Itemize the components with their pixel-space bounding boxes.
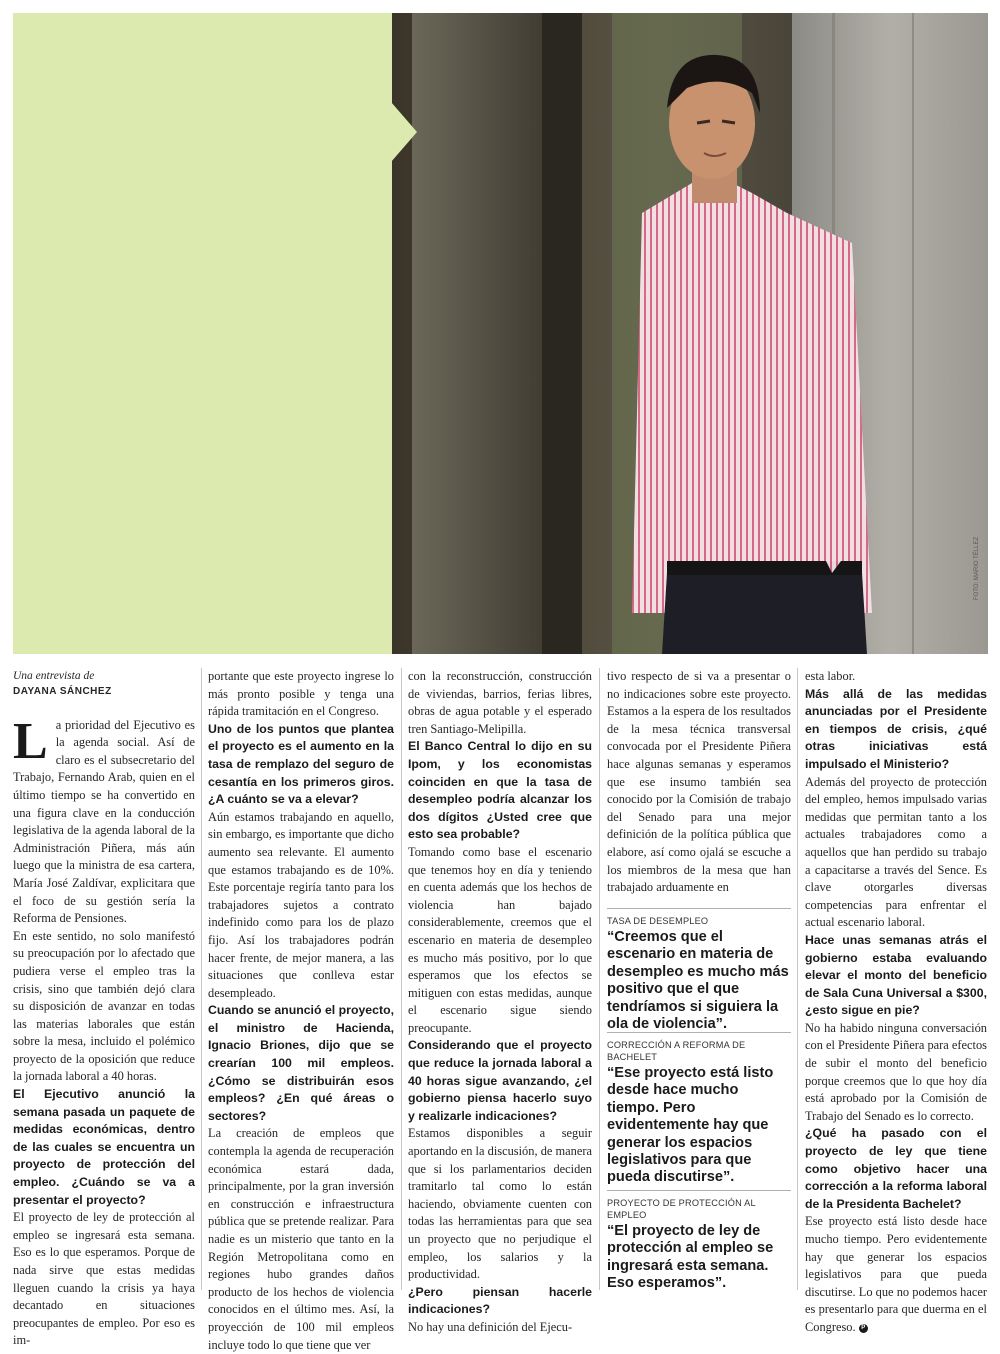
pull-quote-rule [607,1190,791,1191]
pull-quote-label: TASA DE DESEMPLEO [607,916,709,926]
interview-question: Uno de los puntos que plantea el proyecto es el aumento en la tasa de remplazo del seguro de cesantía en los primeros giros. ¿A cuánto se va a elevar? [208,721,394,807]
photo-credit: FOTO: MARIO TÉLLEZ [974,536,980,600]
byline-author: DAYANA SÁNCHEZ [13,685,112,697]
article-paragraph: La creación de empleos que contempla la agenda de recuperación económica estará dada, principalmente, por la gran inversión en construcción e infraestructura pública que se pretende realizar. Para nadie es un misterio que tanto en la Región Metropolitana como en regiones hubo grandes daños producto de los hechos de violencia conocidos en el último mes. Así, la proyección de 100 mil empleos incluye todo lo que tiene que ver [208,1126,394,1352]
article-paragraph: En este sentido, no solo manifestó su preocupación por lo afectado que pudiera verse el empleo tras la crisis, sino que también dejó clara su disposición de avanzar en todas las materias laborales que están sobre la mesa, incluido el polémico proyecto de la oposición que reduce la jornada laboral a 40 horas. [13,928,195,1084]
drop-cap: L [13,712,48,770]
portrait-illustration [392,13,988,654]
pull-quote-bachelet-reform [607,1032,791,1187]
end-of-article-icon: P [859,1324,868,1333]
article-paragraph: El proyecto de ley de protección al empleo se ingresará esta semana. Eso es lo que esperamos. Porque de nada sirve que estas medidas lleguen cuando la crisis ya haya decantado en situaciones preocupantes de empleo. Por eso es im- [13,1210,195,1348]
article-paragraph: tivo respecto de si va a presentar o no indicaciones sobre este proyecto. Estamos a la espera de los resultados de la mesa técnica transversal convocada por el Presidente Piñera hace algunas semanas y esperamos que ese insumo también sea conocido por la Comisión de trabajo del Senado para una mejor definición de la política pública que elabore, así como ojalá se escuche a los miembros de la mesa que han trabajado arduamente en [607,669,791,895]
interview-question: Considerando que el proyecto que reduce la jornada laboral a 40 horas sigue avanzando, ¿el gobierno piensa hacerlo suyo y realizarle indicaciones? [408,1038,592,1123]
byline-label: Una entrevista de [13,670,95,682]
interview-question: Hace unas semanas atrás el gobierno estaba evaluando elevar el monto del beneficio de Sala Cuna Universal a $300, ¿esto sigue en pie? [805,932,987,1018]
portrait-photo [392,13,988,654]
pull-quote-unemployment [607,908,791,1033]
column-rule [797,668,798,1290]
interview-question: ¿Pero piensan hacerle indicaciones? [408,1284,592,1317]
interview-question: Cuando se anunció el proyecto, el ministro de Hacienda, Ignacio Briones, dijo que se crearían 100 mil empleos. ¿Cómo se distribuirán esos empleos? ¿En qué áreas o sectores? [208,1003,394,1123]
panel-pointer [391,102,417,162]
article-paragraph [805,1213,987,1336]
article-paragraph: con la reconstrucción, construcción de viviendas, barrios, ferias libres, obras de agua potable y el esperado tren Santiago-Melipilla. [408,669,592,736]
pull-quote-text: “El proyecto de ley de protección al empleo se ingresará esta semana. Eso esperamos”. [607,1223,774,1292]
article-paragraph: Aún estamos trabajando en aquello, sin embargo, es importante que dicho aumento sea relevante. El aumento que estamos trabajando es de 10%. Este porcentaje regiría tanto para los trabajadores sujetos a contrato indefinido como para los de plazo fijo. Así los trabajadores podrán hacer frente, de mejor manera, a las situaciones que conlleva estar desempleado. [208,809,394,1000]
column-rule [401,668,402,1290]
pull-quote-rule [607,908,791,909]
interview-question: ¿Qué ha pasado con el proyecto de ley que tiene como objetivo hacer una corrección a la reforma laboral de la Presidenta Bachelet? [805,1126,987,1211]
interview-question: El Ejecutivo anunció la semana pasada un paquete de medidas económicas, dentro de las cuales se encuentra un proyecto de protección del empleo. ¿Cuándo se va a presentar el proyecto? [13,1087,195,1207]
pull-quote-rule [607,1032,791,1033]
pull-quote-employment-protection [607,1190,791,1293]
article-paragraph: Tomando como base el escenario que tenemos hoy en día y teniendo en cuenta además que los hechos de violencia han bajado considerablemente, creemos que el escenario en materia de desempleo es mucho más positivo, por lo que esperamos que los efectos se mitiguen con estas medidas, aunque el escenario sigue siendo preocupante. [408,844,592,1035]
pull-quote-text: “Creemos que el escenario en materia de desempleo es mucho más positivo que el que tendríamos si siguiera la ola de violencia”. [607,929,789,1033]
headline-panel [13,13,392,654]
article-paragraph: Estamos disponibles a seguir aportando en la discusión, de manera que si los parlamentarios deciden tramitarlo tal como lo están haciendo, obviamente cuenten con todas las herramientas para que sea un proyecto que no perjudique el empleo, los salarios y la productividad. [408,1126,592,1282]
article-paragraph: Además del proyecto de protección del empleo, hemos impulsado varias medidas que permitan tanto a los actuales trabajadores como a aquellos que han perdido su trabajo a capacitarse a través del Sence. Es clave otorgarles diversas competencias para enfrentar el actual escenario laboral. [805,774,987,930]
article-column-1 [13,668,195,1350]
paragraph-text: a prioridad del Ejecutivo es la agenda social. Así de claro es el subsecretario del Trabajo, Fernando Arab, quien en el último tiempo se ha convertido en una figura clave en la conducción legislativa de la agenda laboral de la Administración Piñera, más aún luego que la ministra de esa cartera, María José Zaldívar, explicitara que el foco de su gestión sería la Reforma de Pensiones. [13,717,195,926]
article-paragraph: No ha habido ninguna conversación con el Presidente Piñera para efectos de subir el monto del beneficio porque creemos que lo que hoy día está aprobado por la Comisión de Trabajo del Senado es lo correcto. [805,1020,987,1123]
pull-quote-label: CORRECCIÓN A REFORMA DE BACHELET [607,1040,746,1062]
pull-quote-text: “Ese proyecto está listo desde hace mucho tiempo. Pero evidentemente hay que generar los espacios legislativos para que pueda discutirse”. [607,1065,774,1186]
column-rule [599,668,600,1290]
interview-question: Más allá de las medidas anunciadas por el Presidente en tiempos de crisis, ¿qué otras iniciativas está impulsado el Ministerio? [805,686,987,771]
article-column-3 [408,668,592,1337]
paragraph-text: Ese proyecto está listo desde hace mucho tiempo. Pero evidentemente hay que generar los espacios legislativos para que pueda discutirse. Lo que no podemos hacer es presentarlo para que duerma en el Congreso. [805,1214,987,1334]
article-paragraph: esta labor. [805,669,856,683]
interview-question: El Banco Central lo dijo en su Ipom, y los economistas coinciden en que la tasa de desempleo podría alcanzar los dos dígitos ¿Usted cree que esto sea probable? [408,739,592,842]
article-paragraph: No hay una definición del Ejecu- [408,1319,573,1334]
pull-quote-label: PROYECTO DE PROTECCIÓN AL EMPLEO [607,1198,756,1220]
article-column-2 [208,668,394,1354]
article-paragraph [13,712,195,928]
article-column-5 [805,668,987,1337]
article-column-4 [607,668,791,897]
column-rule [201,668,202,1290]
article-paragraph: portante que este proyecto ingrese lo más pronto posible y tenga una rápida tramitación en el Congreso. [208,669,394,719]
